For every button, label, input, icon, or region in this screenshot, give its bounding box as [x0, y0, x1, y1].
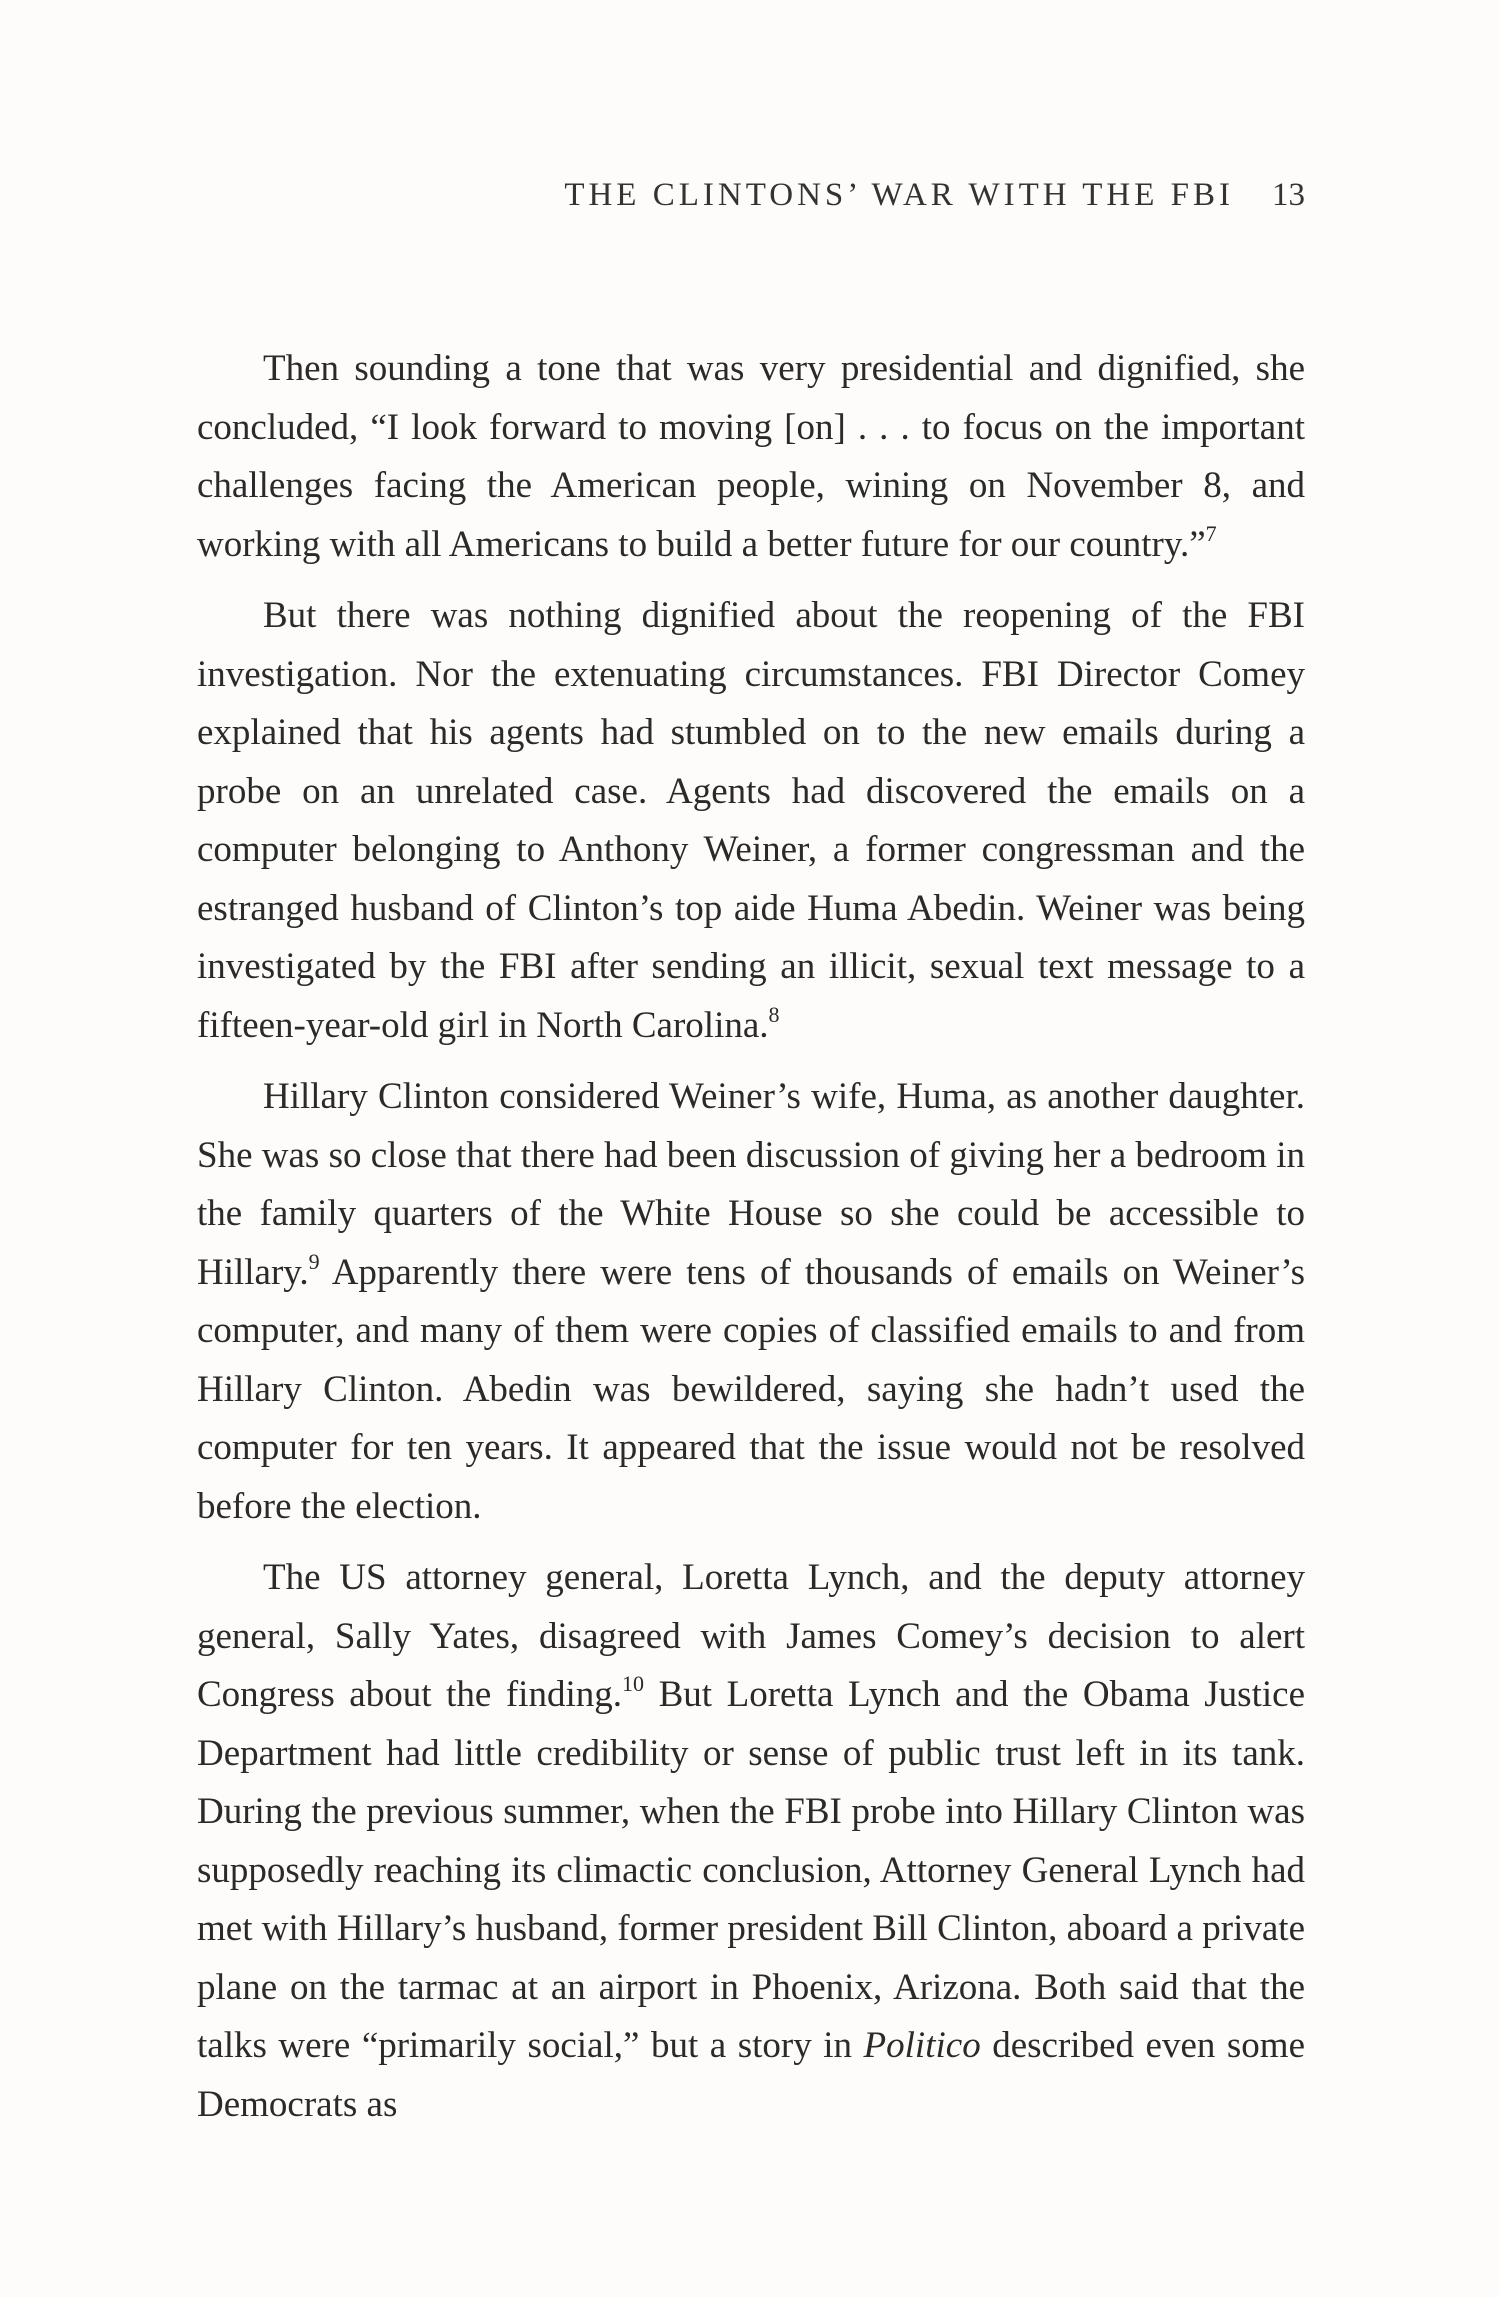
footnote-marker: 9 — [308, 1248, 320, 1274]
paragraph-4 — [197, 1549, 1305, 2134]
paragraph-1 — [197, 340, 1305, 574]
chapter-title: THE CLINTONS’ WAR WITH THE FBI — [564, 176, 1234, 213]
running-head — [455, 170, 1305, 220]
paragraph-2 — [197, 587, 1305, 1055]
paragraph-text-end: described even some Democrats as — [197, 2025, 1305, 2125]
paragraph-3 — [197, 1068, 1305, 1536]
paragraph-text: Then sounding a tone that was very presidential and dignified, she concluded, “I look forward to moving [on] . . . to focus on the important challenges facing the American people, wining on November 8, and working with all Americans to build a better future for our country.” — [197, 348, 1305, 565]
page-number: 13 — [1272, 176, 1305, 213]
footnote-marker: 8 — [768, 1001, 780, 1027]
body-text — [197, 340, 1305, 2134]
paragraph-text-continued: Apparently there were tens of thousands of emails on Weiner’s computer, and many of them were copies of classified emails to and from Hillary Clinton. Abedin was bewildered, saying she hadn’t used the computer for ten years. It appeared that the issue would not be resolved before the election. — [197, 1251, 1305, 1527]
footnote-marker: 7 — [1205, 520, 1217, 546]
paragraph-text: Hillary Clinton considered Weiner’s wife, Huma, as another daughter. She was so close that there had been discussion of giving her a bedroom in the family quarters of the White House so she could be accessible to Hillary. — [197, 1076, 1305, 1293]
publication-title: Politico — [863, 2025, 981, 2066]
paragraph-text: But there was nothing dignified about the reopening of the FBI investigation. Nor the extenuating circumstances. FBI Director Comey explained that his agents had stumbled on to the new emails during a probe on an unrelated case. Agents had discovered the emails on a computer belonging to Anthony Weiner, a former congressman and the estranged husband of Clinton’s top aide Huma Abedin. Weiner was being investigated by the FBI after sending an illicit, sexual text message to a fifteen-year-old girl in North Carolina. — [197, 595, 1305, 1046]
paragraph-text: The US attorney general, Loretta Lynch, and the deputy attorney general, Sally Yates, disagreed with James Comey’s decision to alert Congress about the finding. — [197, 1557, 1305, 1715]
footnote-marker: 10 — [622, 1671, 644, 1696]
paragraph-text-continued: But Loretta Lynch and the Obama Justice Department had little credibility or sense of public trust left in its tank. During the previous summer, when the FBI probe into Hillary Clinton was supposedly reaching its climactic conclusion, Attorney General Lynch had met with Hillary’s husband, former president Bill Clinton, aboard a private plane on the tarmac at an airport in Phoenix, Arizona. Both said that the talks were “primarily social,” but a story in — [197, 1674, 1305, 2066]
